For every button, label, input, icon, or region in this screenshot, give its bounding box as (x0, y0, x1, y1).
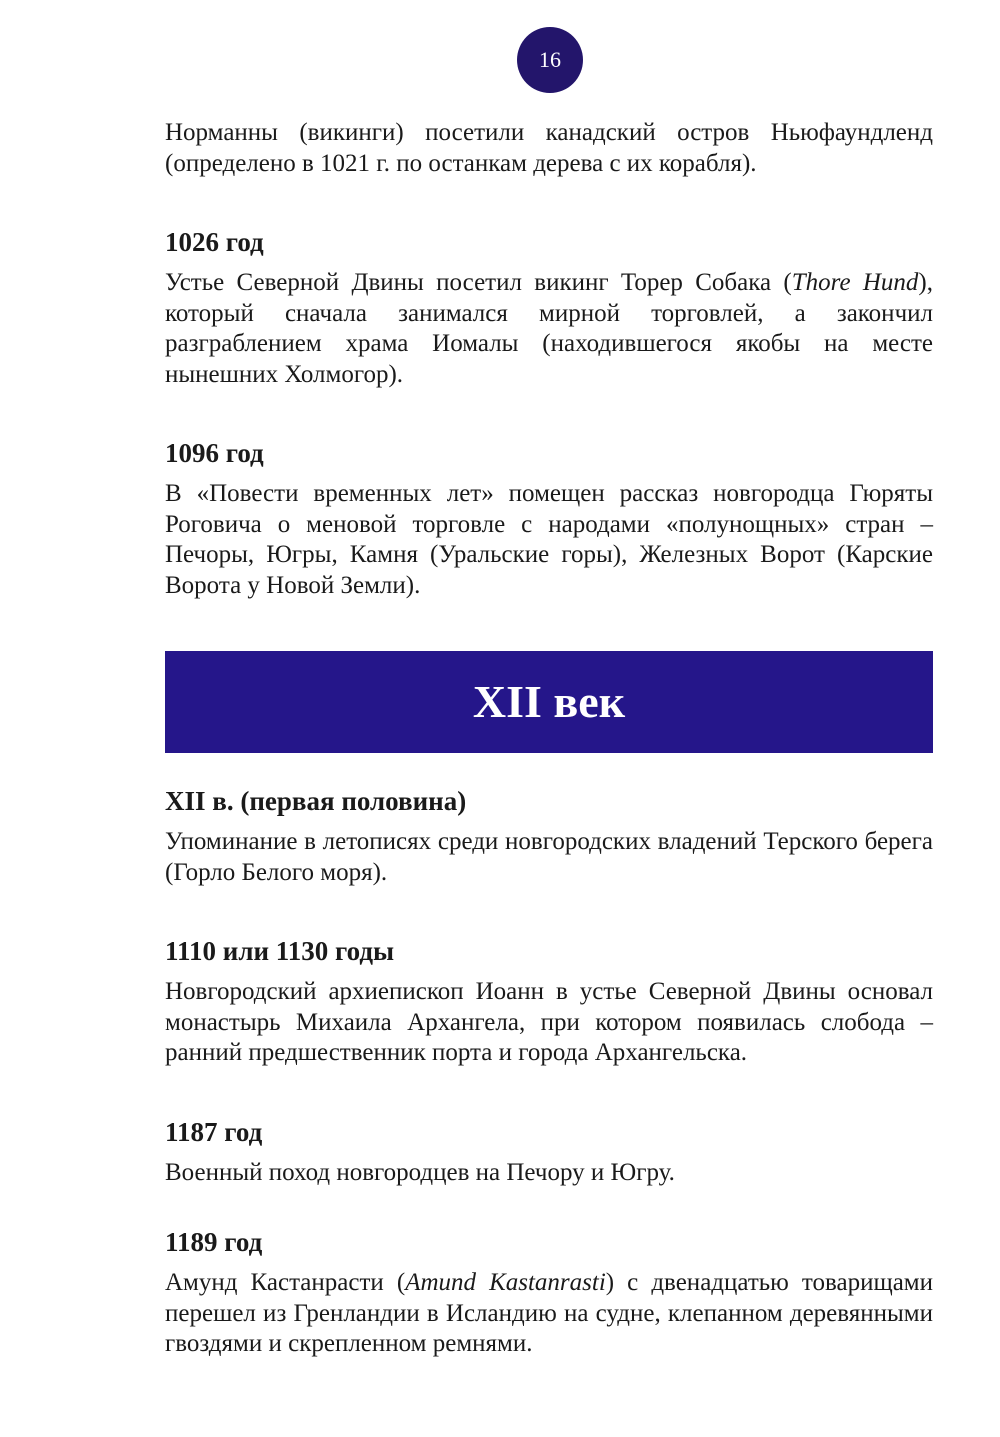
entry-text: В «Повести временных лет» помещен рассказ новгородца Гюряты Роговича о меновой торговле с народами «полунощных» стран – Печоры, Югры, Камня (Уральские горы), Железных Ворот (Карские Ворота у Новой Земли). (165, 480, 933, 599)
entry-title: 1189 год (165, 1227, 263, 1257)
entry-1026 (165, 226, 933, 390)
intro-paragraph: Норманны (викинги) посетили канадский остров Ньюфаундленд (определено в 1021 г. по останкам дерева с их корабля). (165, 119, 933, 177)
entry-xii-first-half (165, 785, 933, 888)
entry-text: Военный поход новгородцев на Печору и Югру. (165, 1158, 675, 1186)
entry-1096 (165, 437, 933, 601)
entry-text-italic: Amund Kastanrasti (405, 1269, 606, 1296)
entry-title: 1187 год (165, 1116, 263, 1147)
entry-1110-1130 (165, 935, 933, 1069)
entry-text-part: Устье Северной Двины посетил викинг Торер Собака ( (165, 269, 792, 296)
entry-text-part: Амунд Кастанрасти ( (165, 1269, 406, 1296)
page-number-badge: 16 (517, 27, 583, 93)
entry-text: Новгородский архиепископ Иоанн в устье Северной Двины основал монастырь Михаила Архангела, при котором появилась слобода – ранний предшественник порта и города Архангельска. (165, 978, 933, 1066)
entry-title: 1110 или 1130 годы (165, 936, 395, 966)
entry-text-part: ) с двенадцатью товарищами перешел из Гренландии в Исландию на судне, клепанном деревянными гвоздями и скрепленном ремнями. (165, 1269, 933, 1357)
entry-title: XII в. (первая половина) (165, 786, 467, 816)
entry-1189 (165, 1226, 933, 1360)
entry-1187 (165, 1116, 933, 1189)
entry-text (165, 1268, 933, 1360)
page-content (165, 118, 933, 1360)
entry-title: 1026 год (165, 227, 264, 257)
entry-text-part: ), который сначала занимался мирной торговлей, а закончил разграблением храма Иомалы (находившегося якобы на месте нынешних Холмогор). (165, 269, 933, 388)
entry-text (165, 268, 933, 390)
entry-title: 1096 год (165, 438, 264, 468)
entry-text-italic: Thore Hund (791, 269, 919, 296)
century-banner: XII век (165, 651, 933, 753)
entry-text: Упоминание в летописях среди новгородских владений Терского берега (Горло Белого моря). (165, 828, 933, 886)
